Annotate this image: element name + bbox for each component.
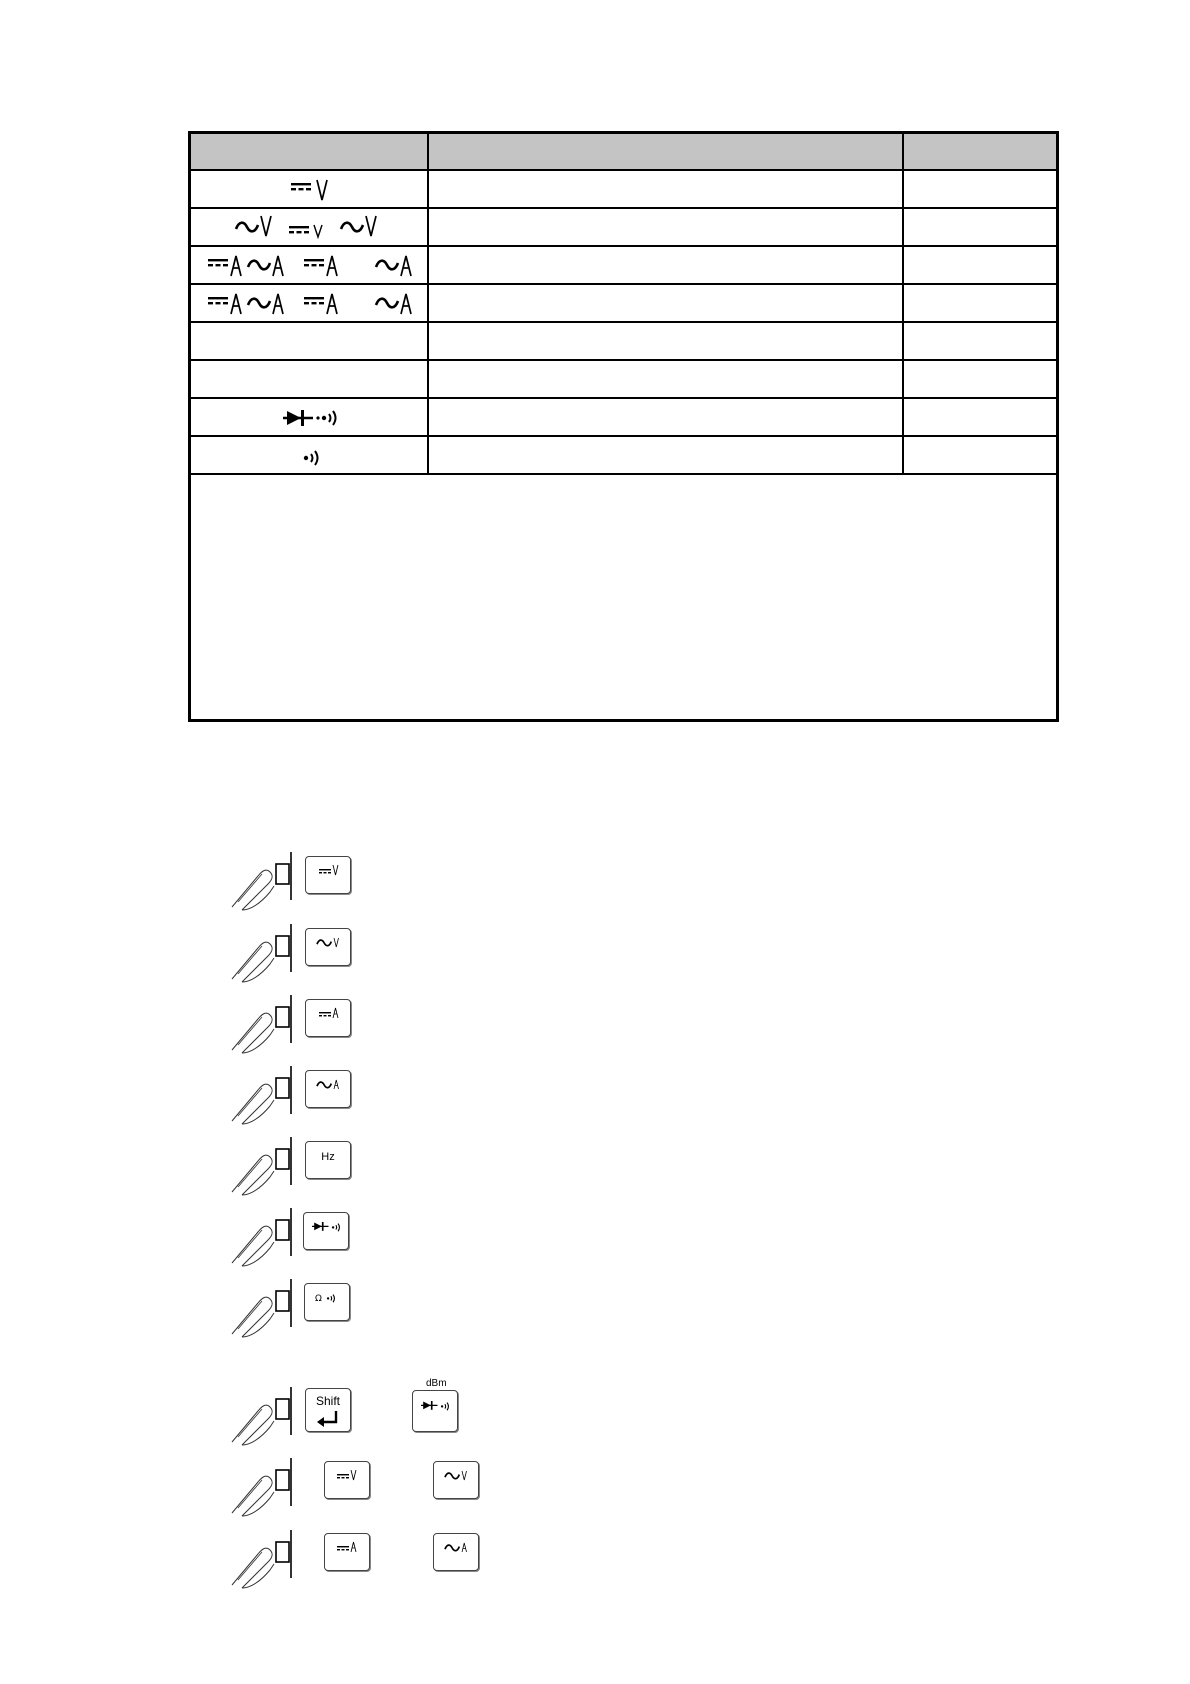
dcv-key[interactable] bbox=[324, 1461, 370, 1499]
symbol-cell bbox=[191, 209, 429, 245]
ohm-key[interactable] bbox=[304, 1283, 350, 1321]
dca-aca-dca-aca-icon bbox=[191, 285, 429, 323]
finger-press-icon bbox=[230, 1387, 294, 1447]
hz-key-label: Hz bbox=[321, 1151, 335, 1163]
table-row bbox=[191, 437, 1056, 475]
table-row bbox=[191, 361, 1056, 399]
svg-text:Ω: Ω bbox=[315, 1294, 322, 1304]
aca-icon bbox=[306, 1071, 352, 1109]
acv-icon bbox=[434, 1462, 480, 1500]
finger-press-icon bbox=[230, 1208, 294, 1268]
diode-key[interactable] bbox=[303, 1212, 349, 1250]
acv-dcv-acv-icon bbox=[191, 209, 429, 247]
finger-press-icon bbox=[230, 1279, 294, 1339]
finger-press-icon bbox=[230, 1066, 294, 1126]
column-divider bbox=[427, 134, 429, 475]
table-row bbox=[191, 171, 1056, 209]
dca-key[interactable] bbox=[324, 1533, 370, 1571]
finger-press-icon bbox=[230, 1530, 294, 1590]
diode-continuity-icon bbox=[304, 1213, 350, 1251]
finger-press-icon bbox=[230, 852, 294, 912]
aca-key[interactable] bbox=[305, 1070, 351, 1108]
finger-press-icon bbox=[230, 924, 294, 984]
continuity-icon bbox=[191, 437, 429, 475]
column-divider bbox=[902, 134, 904, 475]
dca-key[interactable] bbox=[305, 999, 351, 1037]
finger-press-icon bbox=[230, 1137, 294, 1197]
dbm-label: dBm bbox=[426, 1378, 447, 1389]
table-row bbox=[191, 323, 1056, 361]
dcv-icon bbox=[191, 171, 429, 209]
ohm-continuity-icon bbox=[305, 1284, 351, 1322]
dca-aca-dca-aca-icon bbox=[191, 247, 429, 285]
diode-continuity-icon bbox=[191, 399, 429, 437]
table-row bbox=[191, 247, 1056, 285]
finger-press-icon bbox=[230, 1458, 294, 1518]
table-row bbox=[191, 285, 1056, 323]
dcv-icon bbox=[325, 1462, 371, 1500]
aca-icon bbox=[434, 1534, 480, 1572]
table-header bbox=[191, 134, 1056, 171]
dca-icon bbox=[306, 1000, 352, 1038]
dca-icon bbox=[325, 1534, 371, 1572]
symbol-cell bbox=[191, 247, 429, 283]
shift-key-label: Shift bbox=[315, 1394, 340, 1408]
dcv-key[interactable] bbox=[305, 856, 351, 894]
dcv-icon bbox=[306, 857, 352, 895]
acv-icon bbox=[306, 929, 352, 967]
acv-key[interactable] bbox=[305, 928, 351, 966]
table-row bbox=[191, 399, 1056, 437]
hz-key[interactable] bbox=[305, 1141, 351, 1179]
aca-key[interactable] bbox=[433, 1533, 479, 1571]
shift-key[interactable] bbox=[305, 1388, 351, 1432]
function-table bbox=[188, 131, 1059, 722]
symbol-cell bbox=[191, 399, 429, 435]
enter-arrow-icon bbox=[306, 1389, 352, 1433]
diode-continuity-icon bbox=[413, 1391, 459, 1433]
table-row bbox=[191, 209, 1056, 247]
acv-key[interactable] bbox=[433, 1461, 479, 1499]
symbol-cell bbox=[191, 437, 429, 473]
finger-press-icon bbox=[230, 995, 294, 1055]
symbol-cell bbox=[191, 171, 429, 207]
symbol-cell bbox=[191, 285, 429, 321]
dbm-key[interactable] bbox=[412, 1390, 458, 1432]
